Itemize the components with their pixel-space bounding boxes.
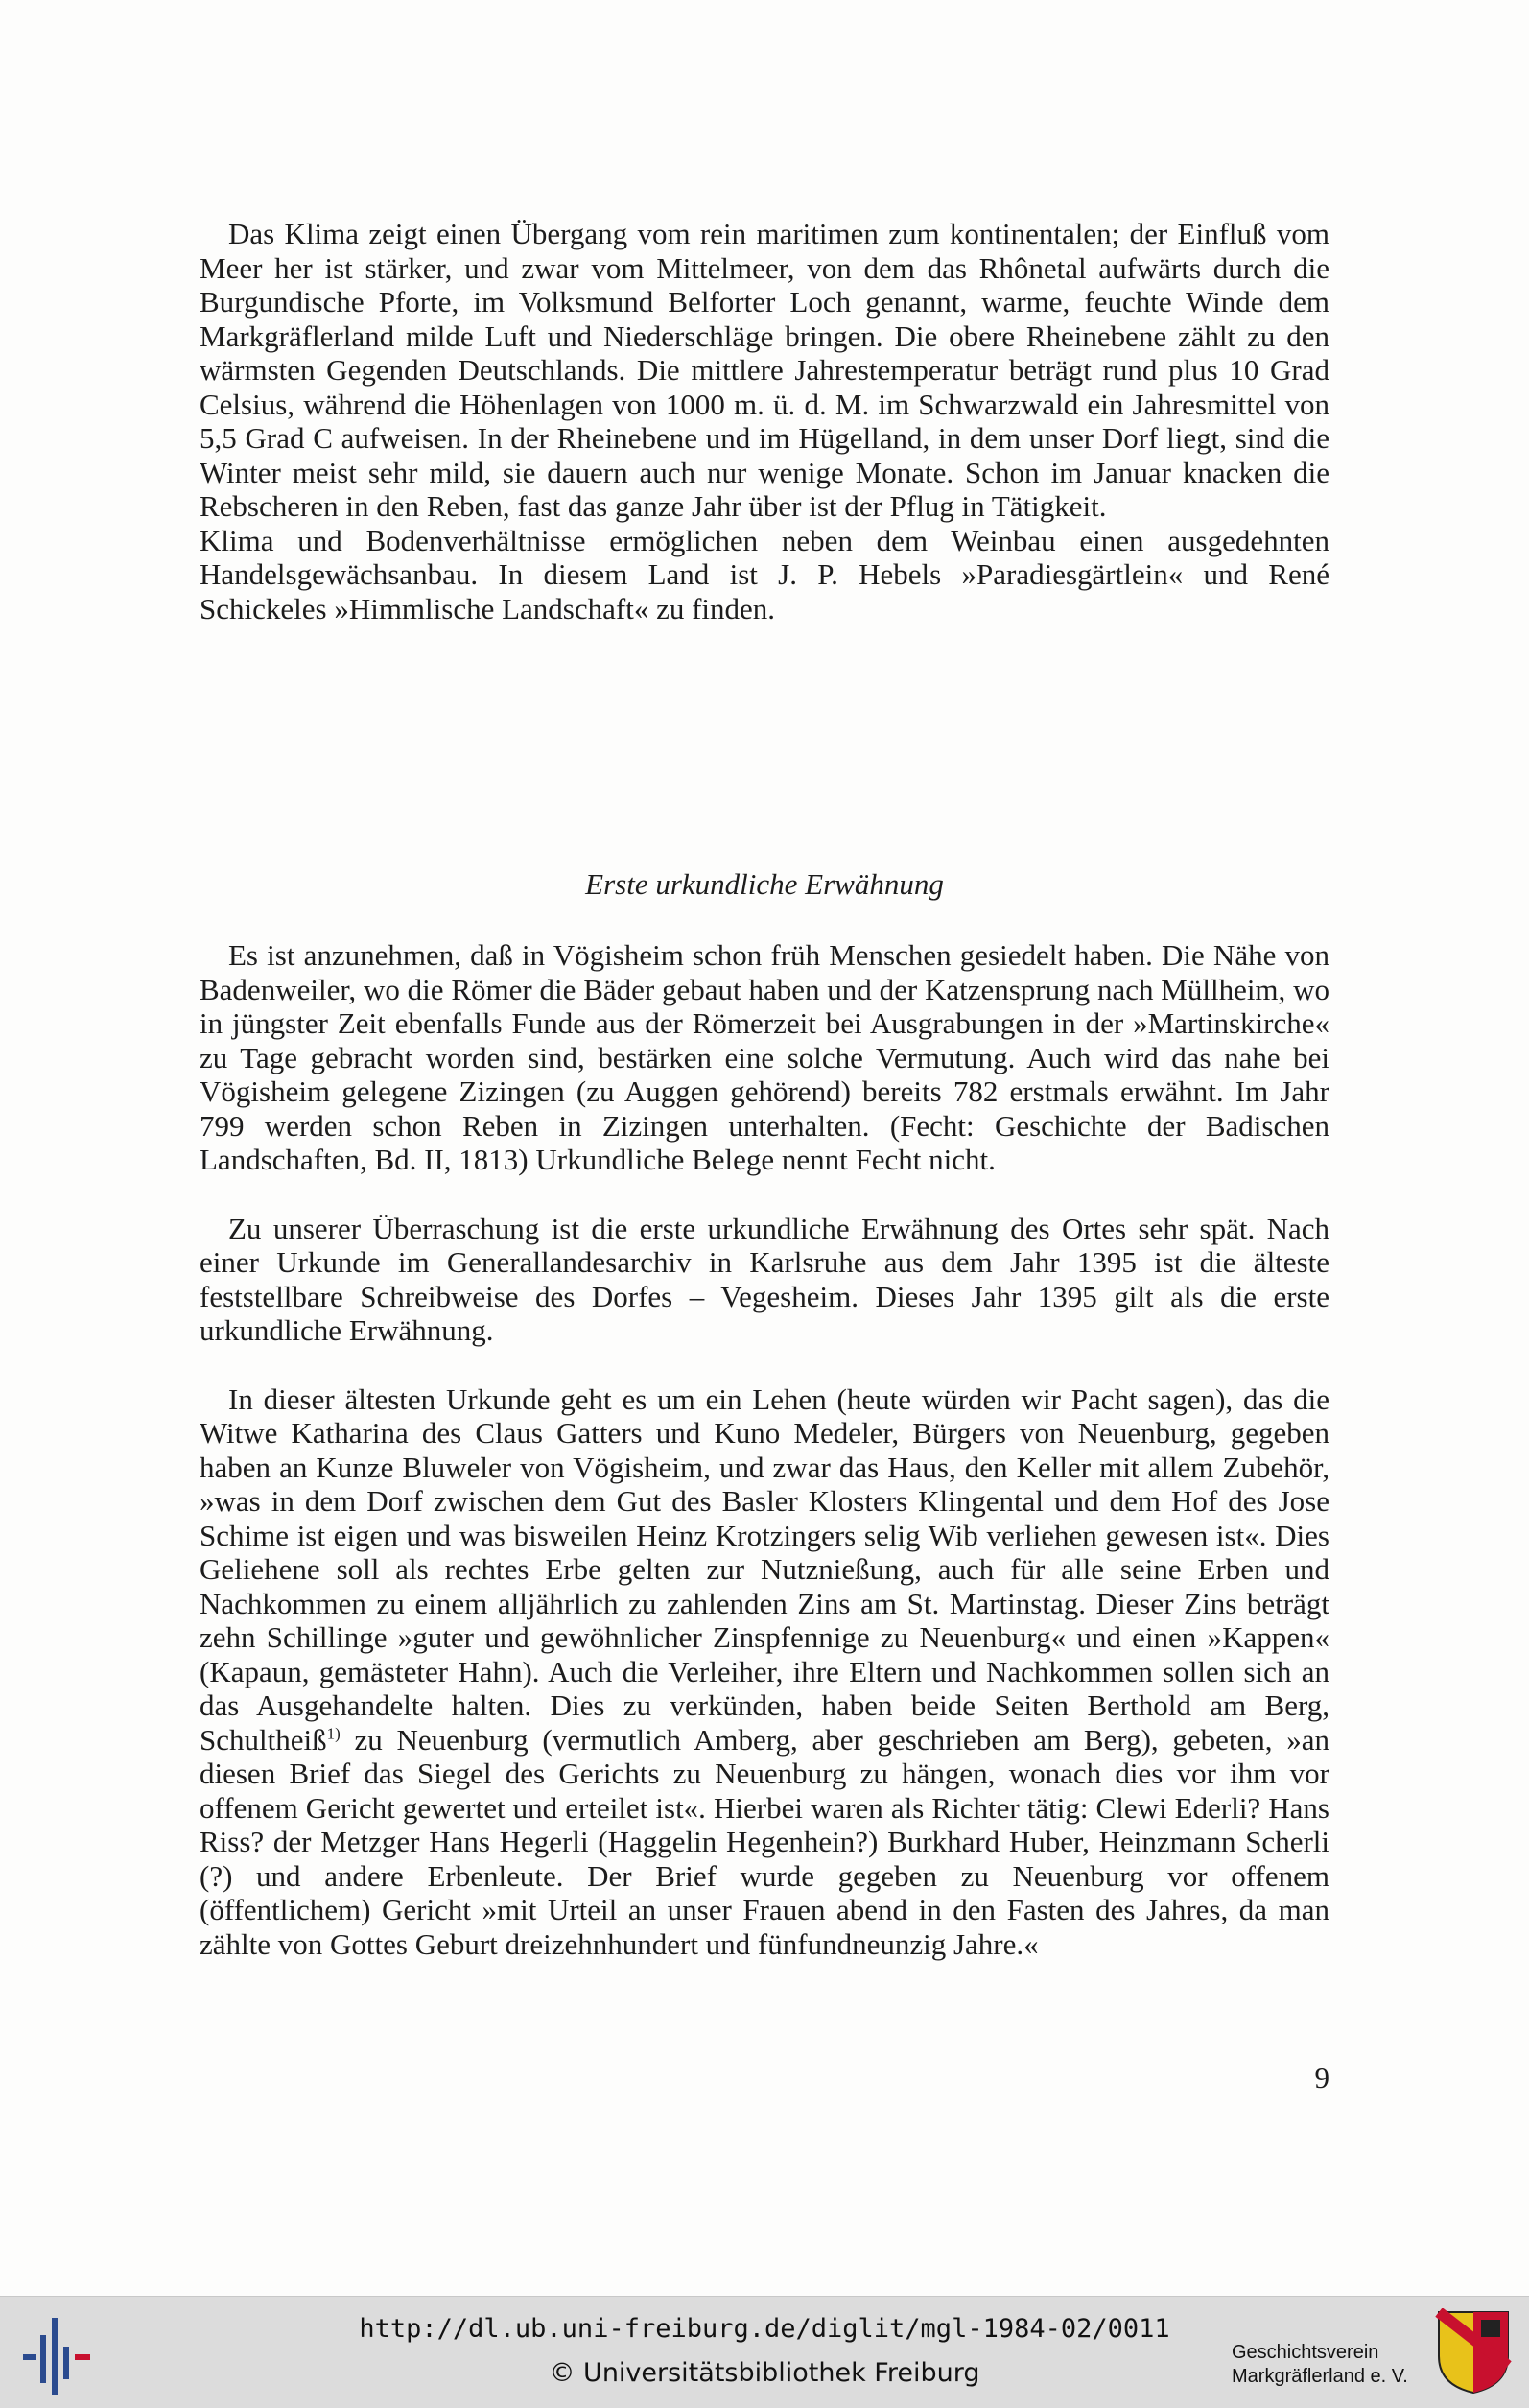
paragraph-settlement: Es ist anzunehmen, daß in Vögisheim schon früh Menschen gesiedelt haben. Die Nähe von Badenweiler, wo die Römer die Bäder gebaut haben und der Katzensprung nach Müllheim, wo in jüngster Zeit ebenfalls Funde aus der Römerzeit bei Ausgrabungen in der »Martinskirche« zu Tage gebracht worden sind, bestärken eine solche Vermutung. Auch wird das nahe bei Vögisheim gelegene Zizingen (zu Auggen gehörend) bereits 782 erstmals erwähnt. Im Jahr 799 werden schon Reben in Zizingen unterhalten. (Fecht: Geschichte der Badischen Landschaften, Bd. II, 1813) Urkundliche Belege nennt Fecht nicht. xyxy=(200,938,1329,1176)
org-name-line-1: Geschichtsverein xyxy=(1232,2342,1379,2363)
footnote-marker: 1) xyxy=(326,1724,341,1743)
coat-of-arms-icon xyxy=(1435,2308,1512,2396)
paragraph-oldest-document xyxy=(200,1382,1329,1962)
page-number: 9 xyxy=(1314,2061,1329,2094)
footer-copyright: © Universitätsbibliothek Freiburg xyxy=(549,2358,980,2388)
footer-url[interactable]: http://dl.ub.uni-freiburg.de/diglit/mgl-1984-02/0011 xyxy=(359,2314,1170,2344)
paragraph-text-part: In dieser ältesten Urkunde geht es um ein Lehen (heute würden wir Pacht sagen), das die Witwe Katharina des Claus Gatters und Kuno Medeler, Bürgers von Neuenburg, gegeben haben an Kunze Bluweler von Vögisheim, und zwar das Haus, den Keller mit allem Zubehör, »was in dem Dorf zwischen dem Gut des Basler Klosters Klingental und dem Hof des Jose Schime ist eigen und was bisweilen Heinz Krotzingers selig Wib verliehen gewesen ist«. Dies Geliehene soll als rechtes Erbe gelten zur Nutznießung, auch für alle seine Erben und Nachkommen zu einem alljährlich zu zahlenden Zins am St. Martinstag. Dieser Zins beträgt zehn Schillinge »guter und gewöhnlicher Zinspfennige zu Neuenburg« und einen »Kappen« (Kapaun, gemästeter Hahn). Auch die Verleiher, ihre Eltern und Nachkommen sollen sich an das Ausgehandelte halten. Dies zu verkünden, haben beide Seiten Berthold am Berg, Schultheiß xyxy=(200,1381,1329,1757)
paragraph-climate: Das Klima zeigt einen Übergang vom rein maritimen zum kontinentalen; der Einfluß vom Meer her ist stärker, und zwar vom Mittelmeer, von dem das Rhônetal aufwärts durch die Burgundische Pforte, im Volksmund Belforter Loch genannt, warme, feuchte Winde dem Markgräflerland milde Luft und Niederschläge bringen. Die obere Rheinebene zählt zu den wärmsten Gegenden Deutschlands. Die mittlere Jahrestemperatur beträgt rund plus 10 Grad Celsius, während die Höhenlagen von 1000 m. ü. d. M. im Schwarzwald ein Jahresmittel von 5,5 Grad C aufweisen. In der Rheinebene und im Hügelland, in dem unser Dorf liegt, sind die Winter meist sehr mild, sie dauern auch nur wenige Monate. Schon im Januar knacken die Rebscheren in den Reben, fast das ganze Jahr über ist der Pflug in Tätigkeit. xyxy=(200,217,1329,523)
section-heading: Erste urkundliche Erwähnung xyxy=(585,867,944,901)
footer-bar xyxy=(0,2296,1529,2408)
paragraph-text-part: zu Neuenburg (vermutlich Amberg, aber geschrieben am Berg), gebeten, »an diesen Brief das Siegel des Gerichts zu Neuenburg zu hängen, wonach dies vor ihm vor offenem Gericht gewertet und erteilet ist«. Hierbei waren als Richter tätig: Clewi Ederli? Hans Riss? der Metzger Hans Hegerli (Haggelin Hegenhein?) Burkhard Huber, Heinzmann Scherli (?) und andere Erbenleute. Der Brief wurde gegeben zu Neuenburg vor offenem (öffentlichem) Gericht »mit Urteil an unser Frauen abend in den Fasten des Jahres, da man zählte von Gottes Geburt dreizehnhundert und fünfundneunzig Jahre.« xyxy=(200,1722,1329,1961)
intro-text-block xyxy=(200,217,1329,626)
section-text-block xyxy=(200,938,1329,1961)
footer-organization xyxy=(1232,2341,1408,2389)
org-name-line-2: Markgräflerland e. V. xyxy=(1232,2366,1408,2387)
paragraph-soil: Klima und Bodenverhältnisse ermöglichen neben dem Weinbau einen ausgedehnten Handelsgewächsanbau. In diesem Land ist J. P. Hebels »Paradiesgärtlein« und René Schickeles »Himmlische Landschaft« zu finden. xyxy=(200,523,1329,626)
paragraph-first-mention: Zu unserer Überraschung ist die erste urkundliche Erwähnung des Ortes sehr spät. Nach einer Urkunde im Generallandesarchiv in Karlsruhe aus dem Jahr 1395 ist die älteste feststellbare Schreibweise des Dorfes – Vegesheim. Dieses Jahr 1395 gilt als die erste urkundliche Erwähnung. xyxy=(200,1211,1329,1347)
